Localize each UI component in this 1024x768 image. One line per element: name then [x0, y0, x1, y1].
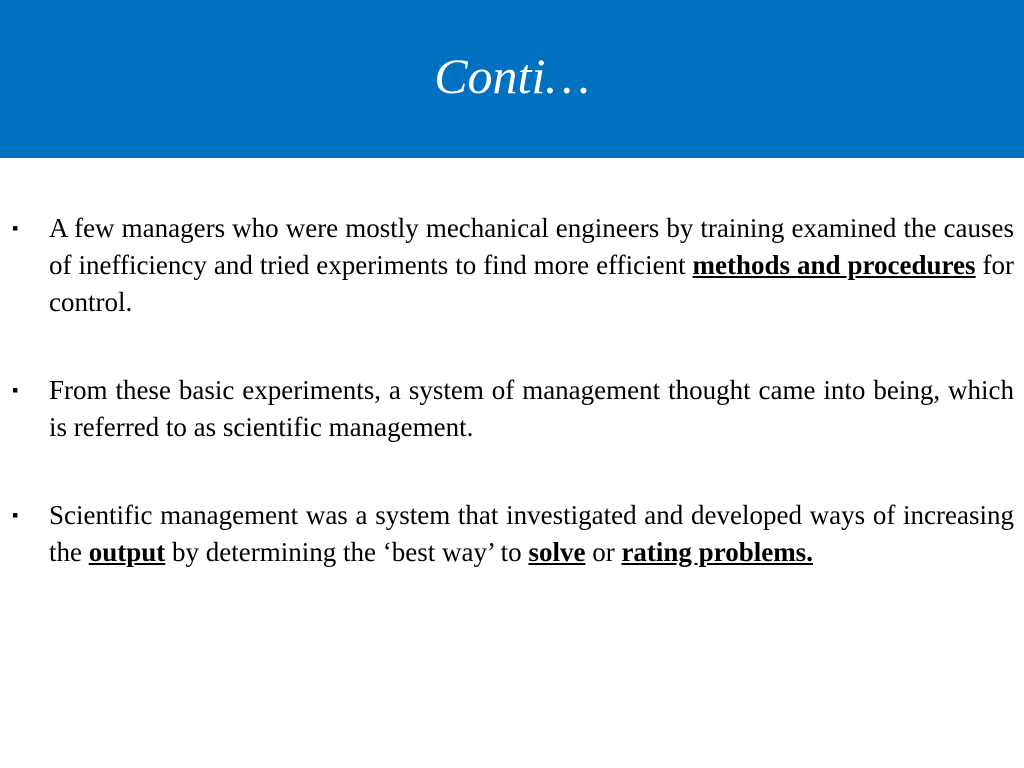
- bullet-text: From these basic experiments, a system of management thought came into being, which is referred to as scientific management.: [49, 375, 1014, 442]
- bullet-marker-icon: ▪: [12, 380, 19, 400]
- bullet-text: Scientific management was a system that investigated and developed ways of increasing the: [49, 500, 1014, 567]
- bullet-marker-icon: ▪: [12, 505, 19, 525]
- emphasis-text: rating problems.: [621, 537, 813, 567]
- bullet-text: or: [585, 537, 622, 567]
- bullet-text: by determining the ‘best way’ to: [165, 537, 529, 567]
- bullet-marker-icon: ▪: [12, 218, 19, 238]
- slide-content: [10, 210, 1014, 622]
- emphasis-text: solve: [528, 537, 586, 567]
- bullet-item: [10, 497, 1014, 571]
- bullet-item: [10, 210, 1014, 321]
- emphasis-text: output: [88, 537, 166, 567]
- bullet-text: A few managers who were mostly mechanical engineers by training examined the causes of inefficiency and tried experiments to find more efficient: [49, 213, 1014, 280]
- bullet-text: for control.: [49, 250, 1015, 317]
- bullet-item: [10, 372, 1014, 446]
- emphasis-text: methods and procedures: [692, 250, 976, 280]
- slide-title: Conti…: [434, 48, 590, 104]
